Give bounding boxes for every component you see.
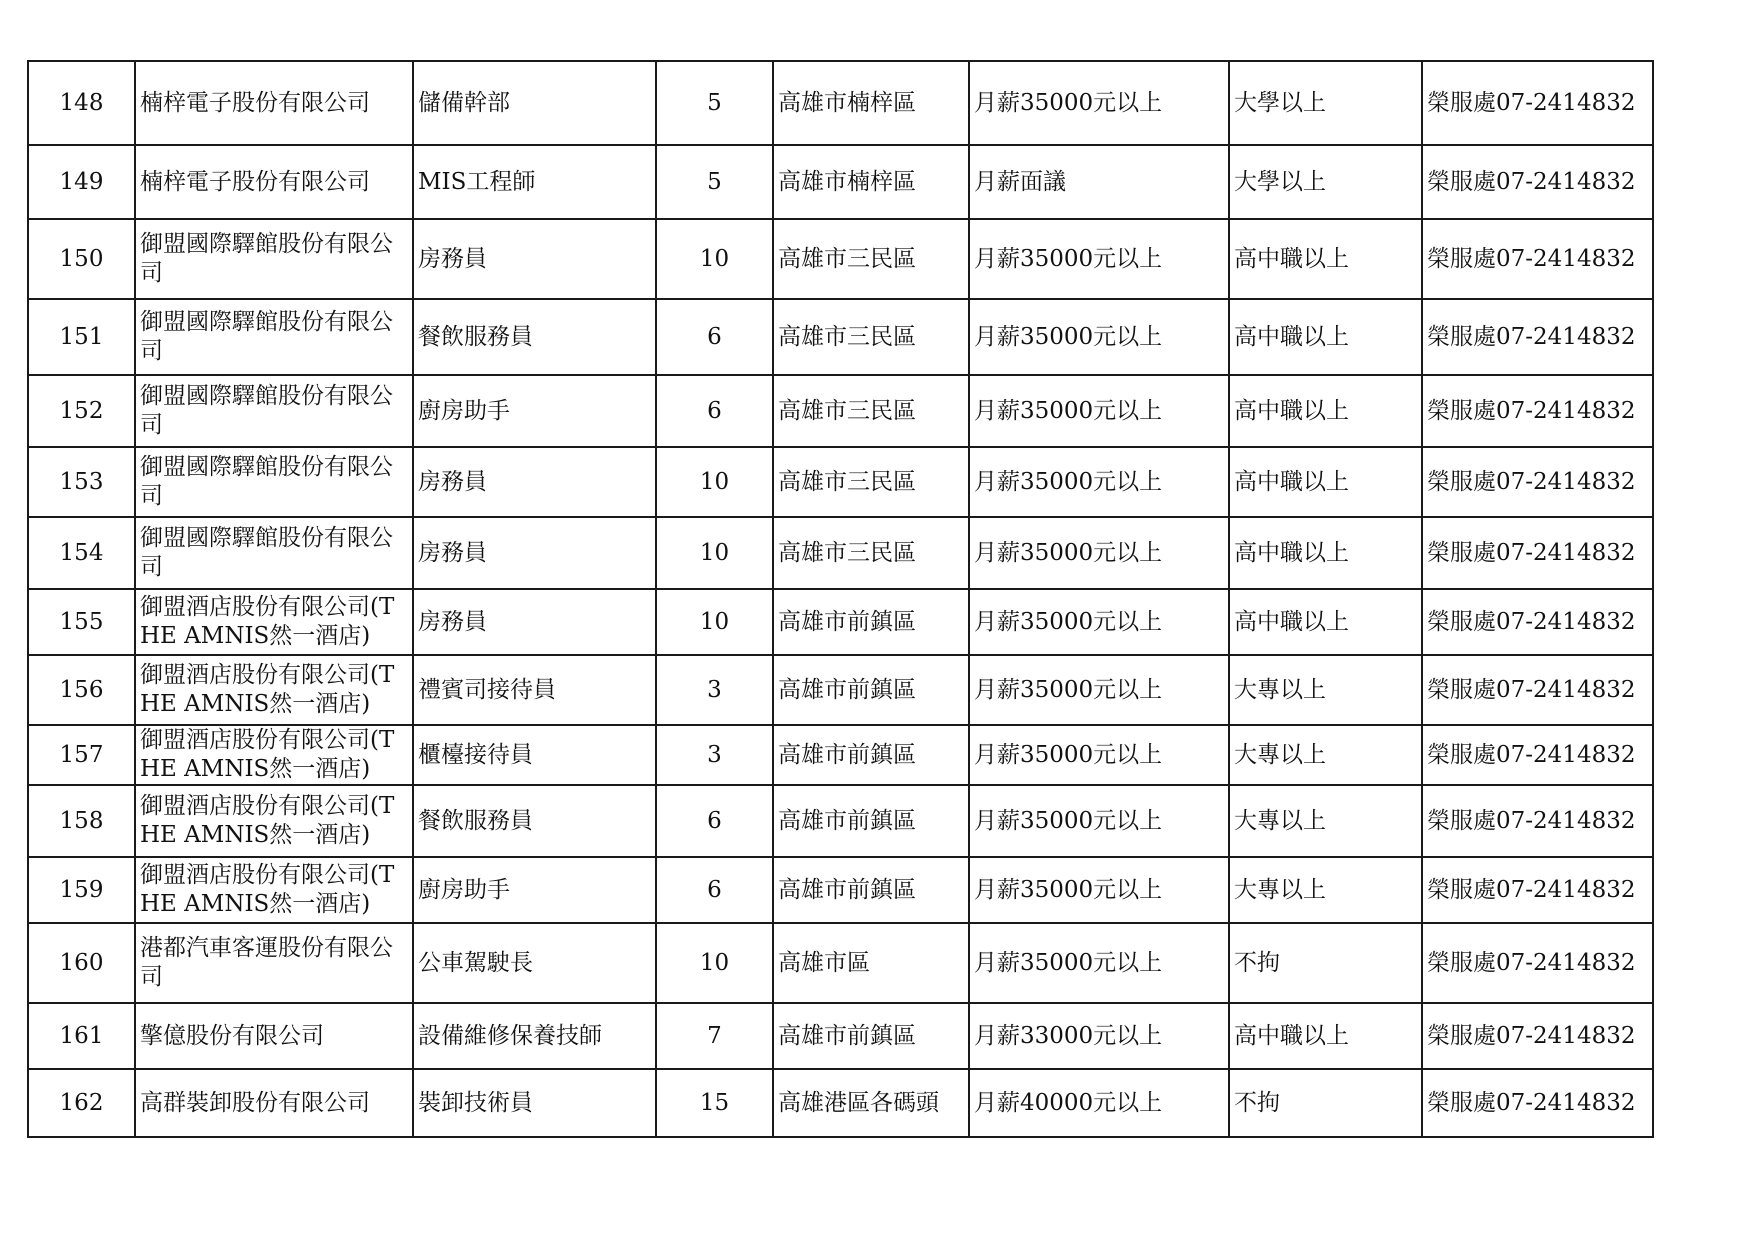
- job-title-cell: 廚房助手: [413, 857, 656, 923]
- contact-info-cell: 榮服處07-2414832: [1422, 857, 1653, 923]
- company-name-cell: 御盟國際驛館股份有限公司: [135, 517, 413, 589]
- company-name-cell: 御盟酒店股份有限公司(THE AMNIS然一酒店): [135, 725, 413, 785]
- contact-info-cell: 榮服處07-2414832: [1422, 923, 1653, 1003]
- work-location-cell: 高雄市區: [773, 923, 969, 1003]
- row-number-cell: 156: [28, 655, 135, 725]
- salary-cell: 月薪35000元以上: [969, 923, 1229, 1003]
- openings-count-cell: 6: [656, 375, 773, 447]
- contact-info-cell: 榮服處07-2414832: [1422, 1069, 1653, 1137]
- work-location-cell: 高雄港區各碼頭: [773, 1069, 969, 1137]
- contact-info-cell: 榮服處07-2414832: [1422, 785, 1653, 857]
- job-title-cell: 房務員: [413, 589, 656, 655]
- contact-info-cell: 榮服處07-2414832: [1422, 1003, 1653, 1069]
- openings-count-cell: 7: [656, 1003, 773, 1069]
- education-requirement-cell: 高中職以上: [1229, 219, 1422, 299]
- salary-cell: 月薪35000元以上: [969, 725, 1229, 785]
- job-title-cell: 房務員: [413, 447, 656, 517]
- company-name-cell: 港都汽車客運股份有限公司: [135, 923, 413, 1003]
- table-row: [28, 447, 1653, 517]
- company-name-cell: 御盟酒店股份有限公司(THE AMNIS然一酒店): [135, 857, 413, 923]
- job-title-cell: 櫃檯接待員: [413, 725, 656, 785]
- table-row: [28, 517, 1653, 589]
- job-title-cell: 廚房助手: [413, 375, 656, 447]
- row-number-cell: 159: [28, 857, 135, 923]
- contact-info-cell: 榮服處07-2414832: [1422, 589, 1653, 655]
- contact-info-cell: 榮服處07-2414832: [1422, 375, 1653, 447]
- education-requirement-cell: 大專以上: [1229, 785, 1422, 857]
- row-number-cell: 154: [28, 517, 135, 589]
- table-row: [28, 61, 1653, 145]
- job-title-cell: 餐飲服務員: [413, 785, 656, 857]
- education-requirement-cell: 大專以上: [1229, 857, 1422, 923]
- salary-cell: 月薪35000元以上: [969, 447, 1229, 517]
- education-requirement-cell: 高中職以上: [1229, 517, 1422, 589]
- row-number-cell: 155: [28, 589, 135, 655]
- company-name-cell: 御盟國際驛館股份有限公司: [135, 299, 413, 375]
- table-row: [28, 1003, 1653, 1069]
- education-requirement-cell: 高中職以上: [1229, 447, 1422, 517]
- row-number-cell: 162: [28, 1069, 135, 1137]
- education-requirement-cell: 大學以上: [1229, 145, 1422, 219]
- table-row: [28, 725, 1653, 785]
- openings-count-cell: 10: [656, 923, 773, 1003]
- table-row: [28, 589, 1653, 655]
- table-row: [28, 219, 1653, 299]
- education-requirement-cell: 高中職以上: [1229, 375, 1422, 447]
- salary-cell: 月薪35000元以上: [969, 61, 1229, 145]
- company-name-cell: 御盟酒店股份有限公司(THE AMNIS然一酒店): [135, 589, 413, 655]
- openings-count-cell: 10: [656, 447, 773, 517]
- salary-cell: 月薪35000元以上: [969, 655, 1229, 725]
- work-location-cell: 高雄市前鎮區: [773, 857, 969, 923]
- education-requirement-cell: 大專以上: [1229, 655, 1422, 725]
- openings-count-cell: 15: [656, 1069, 773, 1137]
- contact-info-cell: 榮服處07-2414832: [1422, 725, 1653, 785]
- job-title-cell: 房務員: [413, 219, 656, 299]
- row-number-cell: 153: [28, 447, 135, 517]
- openings-count-cell: 3: [656, 655, 773, 725]
- work-location-cell: 高雄市三民區: [773, 299, 969, 375]
- row-number-cell: 151: [28, 299, 135, 375]
- work-location-cell: 高雄市前鎮區: [773, 725, 969, 785]
- contact-info-cell: 榮服處07-2414832: [1422, 61, 1653, 145]
- job-listing-table: [27, 60, 1654, 1138]
- work-location-cell: 高雄市前鎮區: [773, 1003, 969, 1069]
- education-requirement-cell: 高中職以上: [1229, 589, 1422, 655]
- work-location-cell: 高雄市前鎮區: [773, 589, 969, 655]
- education-requirement-cell: 不拘: [1229, 1069, 1422, 1137]
- job-title-cell: 房務員: [413, 517, 656, 589]
- table-row: [28, 923, 1653, 1003]
- company-name-cell: 楠梓電子股份有限公司: [135, 145, 413, 219]
- table-row: [28, 1069, 1653, 1137]
- row-number-cell: 161: [28, 1003, 135, 1069]
- salary-cell: 月薪35000元以上: [969, 517, 1229, 589]
- salary-cell: 月薪面議: [969, 145, 1229, 219]
- table-row: [28, 655, 1653, 725]
- company-name-cell: 擎億股份有限公司: [135, 1003, 413, 1069]
- openings-count-cell: 6: [656, 785, 773, 857]
- company-name-cell: 高群裝卸股份有限公司: [135, 1069, 413, 1137]
- contact-info-cell: 榮服處07-2414832: [1422, 145, 1653, 219]
- job-listing-rows: [28, 61, 1653, 1137]
- education-requirement-cell: 不拘: [1229, 923, 1422, 1003]
- salary-cell: 月薪40000元以上: [969, 1069, 1229, 1137]
- work-location-cell: 高雄市楠梓區: [773, 145, 969, 219]
- salary-cell: 月薪35000元以上: [969, 299, 1229, 375]
- row-number-cell: 150: [28, 219, 135, 299]
- contact-info-cell: 榮服處07-2414832: [1422, 219, 1653, 299]
- openings-count-cell: 10: [656, 589, 773, 655]
- row-number-cell: 157: [28, 725, 135, 785]
- company-name-cell: 御盟國際驛館股份有限公司: [135, 375, 413, 447]
- job-title-cell: 公車駕駛長: [413, 923, 656, 1003]
- salary-cell: 月薪35000元以上: [969, 857, 1229, 923]
- openings-count-cell: 6: [656, 299, 773, 375]
- row-number-cell: 158: [28, 785, 135, 857]
- row-number-cell: 152: [28, 375, 135, 447]
- job-title-cell: 餐飲服務員: [413, 299, 656, 375]
- work-location-cell: 高雄市三民區: [773, 517, 969, 589]
- table-row: [28, 857, 1653, 923]
- work-location-cell: 高雄市三民區: [773, 375, 969, 447]
- salary-cell: 月薪35000元以上: [969, 589, 1229, 655]
- education-requirement-cell: 大專以上: [1229, 725, 1422, 785]
- row-number-cell: 160: [28, 923, 135, 1003]
- openings-count-cell: 10: [656, 517, 773, 589]
- education-requirement-cell: 大學以上: [1229, 61, 1422, 145]
- company-name-cell: 御盟酒店股份有限公司(THE AMNIS然一酒店): [135, 655, 413, 725]
- education-requirement-cell: 高中職以上: [1229, 299, 1422, 375]
- work-location-cell: 高雄市楠梓區: [773, 61, 969, 145]
- job-title-cell: 裝卸技術員: [413, 1069, 656, 1137]
- work-location-cell: 高雄市前鎮區: [773, 655, 969, 725]
- openings-count-cell: 3: [656, 725, 773, 785]
- company-name-cell: 御盟酒店股份有限公司(THE AMNIS然一酒店): [135, 785, 413, 857]
- contact-info-cell: 榮服處07-2414832: [1422, 655, 1653, 725]
- salary-cell: 月薪33000元以上: [969, 1003, 1229, 1069]
- table-row: [28, 299, 1653, 375]
- job-title-cell: 儲備幹部: [413, 61, 656, 145]
- table-row: [28, 785, 1653, 857]
- job-title-cell: 設備維修保養技師: [413, 1003, 656, 1069]
- contact-info-cell: 榮服處07-2414832: [1422, 299, 1653, 375]
- education-requirement-cell: 高中職以上: [1229, 1003, 1422, 1069]
- table-row: [28, 375, 1653, 447]
- salary-cell: 月薪35000元以上: [969, 785, 1229, 857]
- table-row: [28, 145, 1653, 219]
- company-name-cell: 御盟國際驛館股份有限公司: [135, 219, 413, 299]
- openings-count-cell: 5: [656, 61, 773, 145]
- work-location-cell: 高雄市三民區: [773, 447, 969, 517]
- work-location-cell: 高雄市三民區: [773, 219, 969, 299]
- contact-info-cell: 榮服處07-2414832: [1422, 517, 1653, 589]
- openings-count-cell: 6: [656, 857, 773, 923]
- openings-count-cell: 5: [656, 145, 773, 219]
- job-title-cell: 禮賓司接待員: [413, 655, 656, 725]
- row-number-cell: 148: [28, 61, 135, 145]
- company-name-cell: 御盟國際驛館股份有限公司: [135, 447, 413, 517]
- salary-cell: 月薪35000元以上: [969, 219, 1229, 299]
- openings-count-cell: 10: [656, 219, 773, 299]
- row-number-cell: 149: [28, 145, 135, 219]
- contact-info-cell: 榮服處07-2414832: [1422, 447, 1653, 517]
- company-name-cell: 楠梓電子股份有限公司: [135, 61, 413, 145]
- job-title-cell: MIS工程師: [413, 145, 656, 219]
- work-location-cell: 高雄市前鎮區: [773, 785, 969, 857]
- salary-cell: 月薪35000元以上: [969, 375, 1229, 447]
